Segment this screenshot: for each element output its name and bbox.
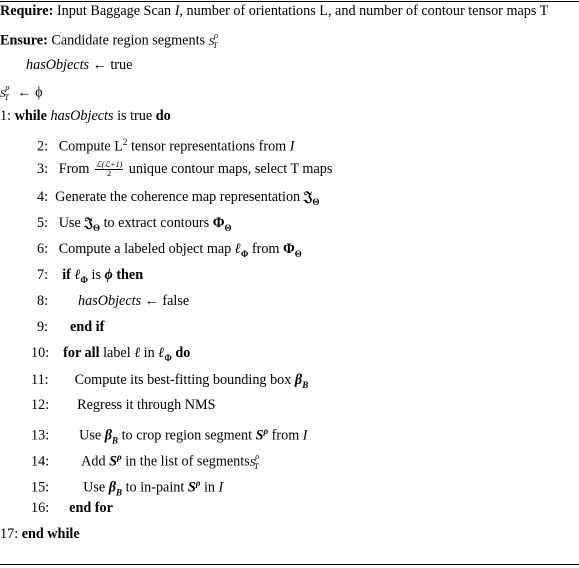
init-has-objects: hasObjects ← true [26,57,133,73]
step-3: 3: From $\frac{\text{ℒ(ℒ+1)}}{2}$ unique contour maps, select T maps [37,160,333,179]
step-12: 12: Regress it through NMS [31,397,216,413]
step-5: 5: Use 𝔍$_\Theta$ to extract contours $\Phi_\Theta$ [37,215,232,233]
step-4: 4: Generate the coherence map representation 𝔍$_\Theta$ [37,189,320,207]
step-7: 7: if ℓ$_\Phi$ is ϕ then [37,267,144,285]
step-14: 14: Add $S^\rho$ in the list of segmentsS$^\rho_T$ [31,449,264,475]
step-8: 8: hasObjects ← false [37,293,190,309]
ensure-line: Ensure: Candidate region segments $S^\rho_T$ [0,30,222,54]
segment-set-symbol: $S^\rho_T$ [0,83,10,102]
step-9: 9: end if [37,319,105,335]
step-1: 1: while hasObjects is true do [0,108,171,124]
step-6: 6: Compute a labeled object map ℓ$_\Phi$ from $\Phi_\Theta$ [37,241,302,259]
top-rule [0,1,579,2]
step-17: 17: end while [0,526,80,542]
step-10: 10: for all label ℓ in ℓ$_\Phi$ do [31,345,191,363]
bottom-rule [0,564,579,565]
step-15: 15: Use $\beta_B$ to in-paint $S^\rho$ in I [31,478,224,498]
step-13: 13: Use $\beta_B$ to crop region segment $S^\rho$ from I [31,426,308,446]
step-16: 16: end for [31,500,113,516]
init-segments: $S^\rho_T$ ← ϕ [0,83,43,102]
step-2: 2: Compute $L^2$ tensor representations from I [37,137,295,155]
segment-set-symbol: $S^\rho_T$ [208,31,218,50]
require-line: Require: Input Baggage Scan I, number of orientations L, and number of contour tensor maps T [0,3,549,19]
fraction: $\frac{\text{ℒ(ℒ+1)}}{2}$ [95,160,123,179]
segment-set-symbol: $S^\rho_T$ [249,452,260,471]
step-11: 11: Compute its best-fitting bounding box $\beta_B$ [31,372,309,390]
